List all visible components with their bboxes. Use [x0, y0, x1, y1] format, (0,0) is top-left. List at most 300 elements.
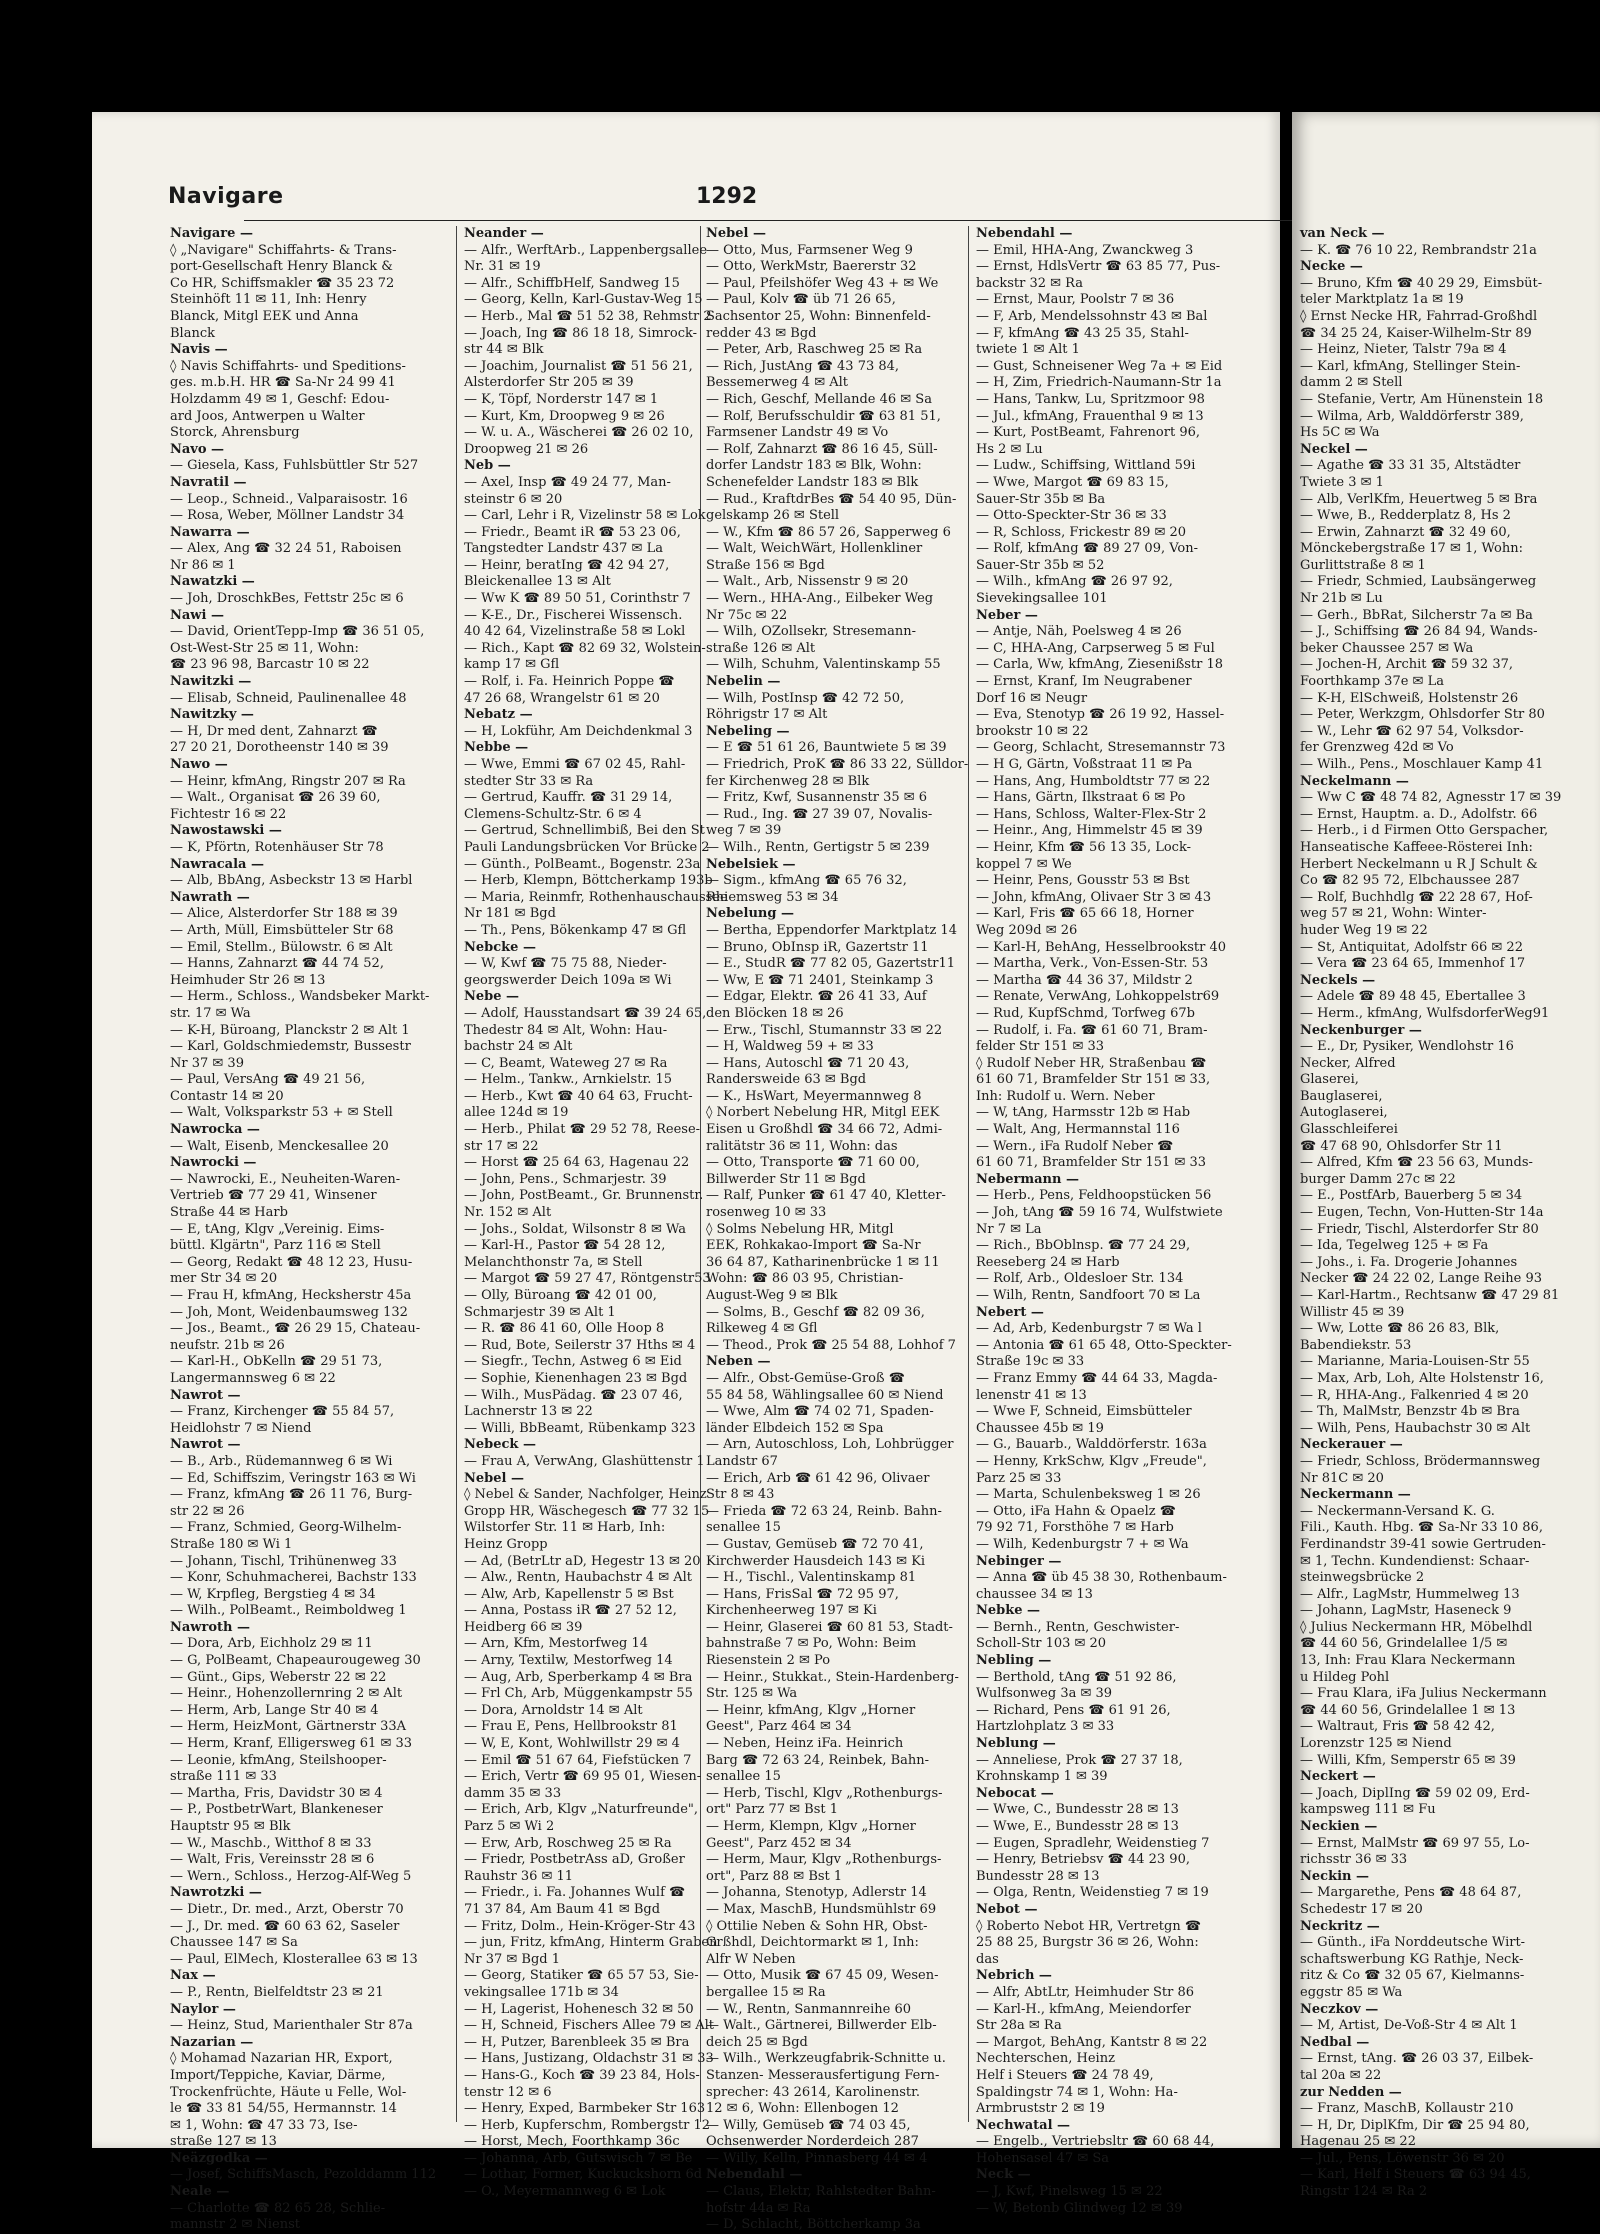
directory-line: ☎ 34 25 24, Kaiser-Wilhelm-Str 89 [1300, 325, 1532, 341]
directory-line: Nr. 31 ✉ 19 [464, 259, 541, 275]
directory-line: ◊ Solms Nebelung HR, Mitgl [706, 1221, 894, 1237]
directory-line: — Th., Pens, Bökenkamp 47 ✉ Gfl [464, 922, 687, 938]
directory-line: — Alex, Ang ☎ 32 24 51, Raboisen [170, 541, 402, 557]
directory-line: ◊ Roberto Nebot HR, Vertretgn ☎ [976, 1918, 1202, 1934]
directory-line: — St, Antiquitat, Adolfstr 66 ✉ 22 [1300, 939, 1523, 955]
directory-line: — Wilh., PolBeamt., Reimboldweg 1 [170, 1603, 407, 1619]
directory-line: Nebelsiek — [706, 856, 796, 872]
directory-line: Neäzgodka — [170, 2150, 268, 2166]
directory-line: dorfer Landstr 183 ✉ Blk, Wohn: [706, 458, 922, 474]
directory-line: — Otto, Musik ☎ 67 45 09, Wesen- [706, 1968, 939, 1984]
directory-line: — Emil, Stellm., Bülowstr. 6 ✉ Alt [170, 939, 393, 955]
directory-line: Navigare — [170, 226, 253, 241]
directory-line: — Herb, Klempn, Böttcherkamp 193b [464, 873, 713, 889]
directory-line: — Wwe, Alm ☎ 74 02 71, Spaden- [706, 1404, 934, 1420]
directory-line: — Heinr, Kfm ☎ 56 13 35, Lock- [976, 839, 1191, 855]
directory-line: — W. u. A., Wäscherei ☎ 26 02 10, [464, 425, 694, 441]
directory-line: 40 42 64, Vizelinstraße 58 ✉ Lokl [464, 624, 686, 640]
directory-line: Nebocat — [976, 1785, 1054, 1801]
directory-line: — H, Waldweg 59 + ✉ 33 [706, 1039, 874, 1055]
directory-line: — Johann, Tischl, Trihünenweg 33 [170, 1553, 397, 1569]
directory-line: — Emil, HHA-Ang, Zwanckweg 3 [976, 242, 1194, 258]
directory-line: — Hanns, Zahnarzt ☎ 44 74 52, [170, 956, 384, 972]
directory-line: Geest", Parz 464 ✉ 34 [706, 1719, 852, 1735]
directory-line: Hauptstr 95 ✉ Blk [170, 1819, 291, 1834]
directory-line: beker Chaussee 257 ✉ Wa [1300, 640, 1474, 656]
directory-line: — Ad, (BetrLtr aD, Hegestr 13 ✉ 20 [464, 1553, 701, 1569]
directory-line: — H., Tischl., Valentinskamp 81 [706, 1570, 917, 1586]
directory-line: — Arny, Textilw, Mestorfweg 14 [464, 1653, 673, 1669]
directory-line: — Antje, Näh, Poelsweg 4 ✉ 26 [976, 624, 1182, 640]
running-head: Navigare [168, 184, 284, 209]
directory-line: — Martha ☎ 44 36 37, Mildstr 2 [976, 972, 1193, 988]
directory-line: — Willi, BbBeamt, Rübenkamp 323 [464, 1420, 696, 1436]
directory-line: — E, tAng, Klgv „Vereinig. Eims- [170, 1221, 385, 1237]
directory-line: — Ernst, Hauptm. a. D., Adolfstr. 66 [1300, 806, 1538, 822]
directory-line: kampsweg 111 ✉ Fu [1300, 1802, 1436, 1818]
directory-line: — Frau A, VerwAng, Glashüttenstr 1 [464, 1453, 705, 1469]
directory-line: damm 35 ✉ 33 [464, 1785, 562, 1801]
directory-line: — Anneliese, Prok ☎ 27 37 18, [976, 1752, 1183, 1768]
directory-line: — Johanna, Stenotyp, Adlerstr 14 [706, 1885, 927, 1901]
directory-line: Gurlittstraße 8 ✉ 1 [1300, 557, 1426, 573]
directory-line: Nr 81C ✉ 20 [1300, 1470, 1384, 1486]
directory-line: — Th, MalMstr, Benzstr 4b ✉ Bra [1300, 1404, 1520, 1420]
directory-line: — Frau H, kfmAng, Hecksherstr 45a [170, 1288, 412, 1303]
directory-line: Nawarra — [170, 524, 250, 540]
directory-line: — K. ☎ 76 10 22, Rembrandstr 21a [1300, 242, 1537, 258]
directory-line: fer Grenzweg 42d ✉ Vo [1300, 740, 1454, 756]
directory-line: — Hans, Autoschl ☎ 71 20 43, [706, 1055, 910, 1071]
directory-line: — Anna, Postass iR ☎ 27 52 12, [464, 1603, 677, 1619]
directory-line: ◊ Julius Neckermann HR, Möbelhdl [1300, 1619, 1533, 1635]
directory-line: — Joach, Ing ☎ 86 18 18, Simrock- [464, 325, 698, 341]
directory-line: Hohensasel 47 ✉ Sa [976, 2150, 1110, 2166]
directory-line: — Ww, E ☎ 71 2401, Steinkamp 3 [706, 972, 934, 988]
directory-line: Steinhöft 11 ✉ 11, Inh: Henry [170, 292, 367, 308]
directory-line: Nechterschen, Heinz [976, 2051, 1115, 2067]
directory-line: Babendiekstr. 53 [1300, 1337, 1412, 1353]
directory-line: — Bernh., Rentn, Geschwister- [976, 1619, 1180, 1635]
directory-line: Alfr W Neben [706, 1951, 796, 1967]
directory-line: — Ernst, MalMstr ☎ 69 97 55, Lo- [1300, 1835, 1530, 1851]
directory-line: — K, Pförtn, Rotenhäuser Str 78 [170, 839, 384, 855]
directory-line: — Franz, Schmied, Georg-Wilhelm- [170, 1520, 402, 1536]
directory-line: — Herm, Arb, Lange Str 40 ✉ 4 [170, 1702, 379, 1718]
directory-line: — Günth., PolBeamt., Bogenstr. 23a [464, 856, 701, 872]
directory-line: — H, Schneid, Fischers Allee 79 ✉ Alt [464, 2018, 715, 2034]
directory-line: — D, Schlacht, Böttcherkamp 3a [706, 2217, 921, 2233]
directory-line: Barg ☎ 72 63 24, Reinbek, Bahn- [706, 1752, 930, 1768]
directory-line: — Kurt, Km, Droopweg 9 ✉ 26 [464, 408, 665, 424]
directory-line: Wulfsonweg 3a ✉ 39 [976, 1686, 1113, 1702]
directory-line: Blanck, Mitgl EEK und Anna [170, 308, 359, 324]
directory-line: — Eugen, Spradlehr, Weidenstieg 7 [976, 1835, 1210, 1851]
directory-line: port-Gesellschaft Henry Blanck & [170, 259, 393, 275]
directory-line: 55 84 58, Wählingsallee 60 ✉ Niend [706, 1387, 944, 1403]
directory-line: tal 20a ✉ 22 [1300, 2067, 1382, 2083]
directory-line: Rhiemsweg 53 ✉ 34 [706, 889, 839, 905]
directory-line: — Wilh, Rentn, Sandfoort 70 ✉ La [976, 1288, 1201, 1303]
directory-line: straße 111 ✉ 33 [170, 1769, 277, 1785]
directory-line: — Horst ☎ 25 64 63, Hagenau 22 [464, 1155, 690, 1171]
directory-line: straße 127 ✉ 13 [170, 2134, 277, 2150]
directory-line: Schenefelder Landstr 183 ✉ Blk [706, 474, 919, 490]
directory-line: deich 25 ✉ Bgd [706, 2034, 808, 2050]
directory-line: gelskamp 26 ✉ Stell [706, 508, 840, 524]
directory-line: Gropp HR, Wäschegesch ☎ 77 32 15 [464, 1503, 710, 1519]
directory-line: — Alb, BbAng, Asbeckstr 13 ✉ Harbl [170, 873, 413, 889]
directory-line: van Neck — [1300, 226, 1385, 241]
directory-line: — Marta, Schulenbeksweg 1 ✉ 26 [976, 1487, 1201, 1503]
directory-line: — Rud, KupfSchmd, Torfweg 67b [976, 1005, 1195, 1021]
directory-line: — Frau E, Pens, Hellbrookstr 81 [464, 1719, 678, 1735]
directory-line: — Erw., Tischl, Stumannstr 33 ✉ 22 [706, 1022, 943, 1038]
directory-line: Straße 156 ✉ Bgd [706, 557, 825, 573]
directory-line: Neblung — [976, 1736, 1056, 1752]
directory-line: Nebel — [464, 1470, 524, 1486]
directory-line: Nawrath — [170, 889, 250, 905]
directory-line: — Gertrud, Kauffr. ☎ 31 29 14, [464, 790, 673, 806]
directory-line: — Wilh, PostInsp ☎ 42 72 50, [706, 690, 905, 706]
directory-line: Nebbe — [464, 740, 529, 756]
directory-line: Neckien — [1300, 1819, 1378, 1834]
directory-line: ritz & Co ☎ 32 05 67, Kielmanns- [1300, 1968, 1525, 1984]
directory-line: Blanck [170, 325, 215, 341]
column-divider [968, 226, 969, 2122]
directory-line: — Jochen-H, Archit ☎ 59 32 37, [1300, 657, 1514, 673]
directory-line: Hanseatische Kaffeee-Rösterei Inh: [1300, 839, 1533, 855]
directory-line: — Walt., Organisat ☎ 26 39 60, [170, 790, 381, 806]
directory-line: Hs 5C ✉ Wa [1300, 425, 1380, 441]
directory-line: Stanzen- Messerausfertigung Fern- [706, 2067, 940, 2083]
directory-line: — Wwe, Margot ☎ 69 83 15, [976, 474, 1169, 490]
directory-line: — Frieda ☎ 72 63 24, Reinb. Bahn- [706, 1503, 942, 1519]
directory-line: — Ed, Schiffszim, Veringstr 163 ✉ Wi [170, 1470, 416, 1486]
directory-line: — Dietr., Dr. med., Arzt, Oberstr 70 [170, 1901, 404, 1917]
directory-line: Thedestr 84 ✉ Alt, Wohn: Hau- [464, 1022, 668, 1038]
directory-line: — Karl-H., kfmAng, Meiendorfer [976, 2001, 1191, 2017]
directory-line: ◊ Ernst Necke HR, Fahrrad-Großhdl [1300, 308, 1538, 324]
directory-line: Nawrot — [170, 1437, 241, 1453]
directory-line: — Agathe ☎ 33 31 35, Altstädter [1300, 458, 1521, 474]
directory-line: — Neckermann-Versand K. G. [1300, 1503, 1495, 1519]
directory-line: Nebelin — [706, 674, 781, 690]
directory-line: Straße 19c ✉ 33 [976, 1354, 1085, 1370]
directory-line: Nawatzki — [170, 574, 255, 590]
directory-line: Wohn: ☎ 86 03 95, Christian- [706, 1271, 904, 1287]
directory-line: Navratil — [170, 474, 247, 490]
directory-line: — Arn, Kfm, Mestorfweg 14 [464, 1636, 649, 1652]
directory-line: Farmsener Landstr 49 ✉ Vo [706, 425, 889, 441]
directory-line: Neckel — [1300, 441, 1368, 457]
directory-line: — Charlotte ☎ 82 65 28, Schlie- [170, 2200, 386, 2216]
directory-line: — Hans, Schloss, Walter-Flex-Str 2 [976, 806, 1207, 822]
directory-line: — H, Lokführ, Am Deichdenkmal 3 [464, 723, 693, 739]
directory-line: 27 20 21, Dorotheenstr 140 ✉ 39 [170, 740, 389, 756]
directory-line: — Olga, Rentn, Weidenstieg 7 ✉ 19 [976, 1885, 1209, 1901]
directory-line: Hagenau 25 ✉ 22 [1300, 2134, 1416, 2150]
directory-line: Necke — [1300, 259, 1363, 275]
directory-line: — M, Artist, De-Voß-Str 4 ✉ Alt 1 [1300, 2018, 1518, 2034]
directory-line: — Paul, Pfeilshöfer Weg 43 + ✉ We [706, 275, 939, 291]
directory-line: — Heinr, kfmAng, Klgv „Horner [706, 1702, 916, 1718]
directory-line: — Herm., kfmAng, WulfsdorferWeg91 [1300, 1005, 1550, 1021]
directory-line: Ferdinandstr 39-41 sowie Gertruden- [1300, 1536, 1546, 1552]
directory-line: 12 ✉ 6, Wohn: Ellenbogen 12 [706, 2101, 899, 2117]
directory-line: — Herm., Schloss., Wandsbeker Markt- [170, 989, 430, 1005]
directory-line: — Adolf, Hausstandsart ☎ 39 24 65, [464, 1005, 707, 1021]
directory-line: — Heinr., Ang, Himmelstr 45 ✉ 39 [976, 823, 1203, 839]
directory-line: — Sophie, Kienenhagen 23 ✉ Bgd [464, 1370, 688, 1386]
directory-line: Neckermann — [1300, 1487, 1411, 1503]
directory-line: str 22 ✉ 26 [170, 1503, 245, 1519]
directory-line: — Ww C ☎ 48 74 82, Agnesstr 17 ✉ 39 [1300, 790, 1562, 806]
directory-line: Straße 180 ✉ Wi 1 [170, 1536, 293, 1552]
directory-line: chaussee 34 ✉ 13 [976, 1586, 1093, 1602]
directory-line: Nebling — [976, 1653, 1052, 1669]
directory-line: — Herb., Mal ☎ 51 52 38, Rehmstr 2 [464, 308, 712, 324]
directory-line: Nebke — [976, 1603, 1041, 1619]
page-header [168, 180, 1248, 222]
directory-line: 36 64 87, Katharinenbrücke 1 ✉ 11 [706, 1254, 940, 1270]
directory-line: neufstr. 21b ✉ 26 [170, 1337, 285, 1353]
directory-line: — Henny, KrkSchw, Klgv „Freude", [976, 1453, 1207, 1469]
directory-line: den Blöcken 18 ✉ 26 [706, 1005, 844, 1021]
directory-line: Fili., Kauth. Hbg. ☎ Sa-Nr 33 10 86, [1300, 1520, 1543, 1536]
directory-line: zur Nedden — [1300, 2084, 1402, 2100]
directory-line: Scholl-Str 103 ✉ 20 [976, 1636, 1107, 1652]
directory-line: ✉ 1, Wohn: ☎ 47 33 73, Ise- [170, 2117, 358, 2133]
directory-line: — C, HHA-Ang, Carpserweg 5 ✉ Ful [976, 640, 1215, 656]
directory-line: Pauli Landungsbrücken Vor Brücke 2 [464, 839, 710, 855]
directory-line: — Gust, Schneisener Weg 7a + ✉ Eid [976, 358, 1223, 374]
directory-line: Neckelmann — [1300, 773, 1409, 789]
directory-line: Inh: Rudolf u. Wern. Neber [976, 1088, 1155, 1104]
directory-line: Heimhuder Str 26 ✉ 13 [170, 972, 326, 988]
directory-line: Nr 37 ✉ 39 [170, 1055, 244, 1071]
directory-line: — Wern., iFa Rudolf Neber ☎ [976, 1138, 1174, 1154]
directory-line: — Theod., Prok ☎ 25 54 88, Lohhof 7 [706, 1337, 956, 1353]
directory-line: — Alfr., LagMstr, Hummelweg 13 [1300, 1586, 1520, 1602]
directory-line: — Rud., KraftdrBes ☎ 54 40 95, Dün- [706, 491, 957, 507]
directory-line: Str 8 ✉ 43 [706, 1487, 775, 1503]
directory-line: — Martha, Verk., Von-Essen-Str. 53 [976, 956, 1209, 972]
directory-column-3 [706, 226, 969, 2233]
directory-line: — Olly, Büroang ☎ 42 01 00, [464, 1288, 657, 1303]
directory-line: ort", Parz 88 ✉ Bst 1 [706, 1868, 843, 1884]
directory-line: — Erw, Arb, Roschweg 25 ✉ Ra [464, 1835, 672, 1851]
directory-line: weg 7 ✉ 39 [706, 823, 782, 839]
directory-line: Nr 21b ✉ Lu [1300, 591, 1383, 607]
directory-page [92, 112, 1280, 2233]
directory-line: — Friedr., i. Fa. Johannes Wulf ☎ [464, 1885, 686, 1901]
directory-line: kamp 17 ✉ Gfl [464, 657, 560, 673]
directory-line: — Rolf, kfmAng ☎ 89 27 09, Von- [976, 541, 1199, 557]
directory-line: redder 43 ✉ Bgd [706, 325, 817, 341]
directory-line: Neckerauer — [1300, 1437, 1403, 1453]
directory-line: Dorf 16 ✉ Neugr [976, 690, 1088, 706]
directory-line: — B., Arb., Rüdemannweg 6 ✉ Wi [170, 1453, 393, 1469]
directory-line: — Vera ☎ 23 64 65, Immenhof 17 [1300, 956, 1526, 972]
directory-line: — Karl, kfmAng, Stellinger Stein- [1300, 358, 1521, 374]
directory-line: — Herb., Philat ☎ 29 52 78, Reese- [464, 1122, 701, 1138]
directory-line: — Arn, Autoschloss, Loh, Lohbrügger [706, 1437, 954, 1453]
directory-line: Neckenburger — [1300, 1022, 1422, 1038]
directory-line: — Alw., Rentn, Haubachstr 4 ✉ Alt [464, 1570, 693, 1586]
directory-line: ◊ Norbert Nebelung HR, Mitgl EEK [706, 1105, 940, 1121]
directory-line: steinstr 6 ✉ 20 [464, 491, 563, 507]
directory-line: — Herb, Kupferschm, Rombergstr 12 [464, 2117, 710, 2133]
directory-line: Nawitzki — [170, 674, 252, 690]
directory-line: — Ralf, Punker ☎ 61 47 40, Kletter- [706, 1188, 946, 1204]
directory-line: Nawrot — [170, 1387, 241, 1403]
directory-line: — Henry, Betriebsv ☎ 44 23 90, [976, 1852, 1190, 1868]
directory-line: — Heinz, Stud, Marienthaler Str 87a [170, 2018, 413, 2034]
directory-line: — Nawrocki, E., Neuheiten-Waren- [170, 1171, 401, 1187]
directory-line: Co HR, Schiffsmakler ☎ 35 23 72 [170, 275, 395, 291]
directory-line: — Solms, B., Geschf ☎ 82 09 36, [706, 1304, 925, 1320]
directory-line: teler Marktplatz 1a ✉ 19 [1300, 292, 1464, 308]
directory-line: — Johann, LagMstr, Haseneck 9 [1300, 1603, 1512, 1619]
directory-line: — Willi, Kfm, Semperstr 65 ✉ 39 [1300, 1752, 1516, 1768]
directory-line: senallee 15 [706, 1520, 781, 1536]
directory-line: — Ad, Arb, Kedenburgstr 7 ✉ Wa l [976, 1321, 1202, 1337]
directory-line: — Alfr., SchiffbHelf, Sandweg 15 [464, 275, 680, 291]
directory-line: — Alfr., Obst-Gemüse-Groß ☎ [706, 1370, 905, 1386]
directory-line: Nawrocka — [170, 1122, 260, 1138]
directory-line: — Marianne, Maria-Louisen-Str 55 [1300, 1354, 1530, 1370]
directory-line: Necker ☎ 24 22 02, Lange Reihe 93 [1300, 1271, 1543, 1287]
directory-line: Nr 181 ✉ Bgd [464, 906, 556, 922]
directory-line: — Rolf, Berufsschuldir ☎ 63 81 51, [706, 408, 941, 424]
directory-line: — K., HsWart, Meyermannweg 8 [706, 1088, 922, 1104]
directory-line: — Claus, Elektr, Rahlstedter Bahn- [706, 2184, 936, 2200]
directory-line: Nawracala — [170, 856, 264, 872]
directory-line: — O., Meyermannweg 6 ✉ Lok [464, 2184, 666, 2200]
directory-line: Heinz Gropp [464, 1536, 548, 1552]
directory-line: Nebendahl — [706, 2167, 803, 2183]
directory-line: Naylor — [170, 2001, 236, 2017]
directory-line: ◊ Navis Schiffahrts- und Speditions- [170, 358, 406, 374]
directory-line: Navo — [170, 441, 225, 457]
directory-line: — Karl, Fris ☎ 65 66 18, Horner [976, 906, 1194, 922]
directory-line: — Engelb., Vertriebsltr ☎ 60 68 44, [976, 2134, 1215, 2150]
directory-line: — Wilma, Arb, Walddörferstr 389, [1300, 408, 1524, 424]
directory-column-1 [170, 226, 437, 2233]
directory-line: — Friedr, Tischl, Alsterdorfer Str 80 [1300, 1221, 1539, 1237]
directory-line: — Siegfr., Techn, Astweg 6 ✉ Eid [464, 1354, 682, 1370]
directory-line: Neckin — [1300, 1868, 1369, 1884]
directory-line: — Margot ☎ 59 27 47, Röntgenstr53 [464, 1271, 711, 1287]
directory-line: 71 37 84, Am Baum 41 ✉ Bgd [464, 1901, 661, 1917]
directory-line: — K-H, ElSchweiß, Holstenstr 26 [1300, 690, 1519, 706]
directory-line: — Waltraut, Fris ☎ 58 42 42, [1300, 1719, 1495, 1735]
directory-line: — Max, MaschB, Hundsmühlstr 69 [706, 1901, 937, 1917]
directory-line: Nebinger — [976, 1553, 1062, 1569]
directory-line: — Jul., Pens, Löwenstr 36 ✉ 20 [1300, 2150, 1505, 2166]
directory-line: — Friedr, Schloss, Brödermannsweg [1300, 1453, 1541, 1469]
directory-line: — H, Zim, Friedrich-Naumann-Str 1a [976, 375, 1222, 391]
directory-line: eggstr 85 ✉ Wa [1300, 1984, 1403, 2000]
directory-line: — Erich, Vertr ☎ 69 95 01, Wiesen- [464, 1769, 702, 1785]
directory-line: — Herb., Kwt ☎ 40 64 63, Frucht- [464, 1088, 693, 1104]
directory-line: — Wilh., MusPädag. ☎ 23 07 46, [464, 1387, 683, 1403]
directory-line: Ringstr 124 ✉ Ra 2 [1300, 2184, 1428, 2200]
directory-line: — W, Kwf ☎ 75 75 88, Nieder- [464, 956, 667, 972]
directory-line: ralitätstr 36 ✉ 11, Wohn: das [706, 1138, 898, 1154]
directory-line: Str 28a ✉ Ra [976, 2018, 1062, 2034]
directory-line: — Friedr, Schmied, Laubsängerweg [1300, 574, 1537, 590]
directory-line: — Ida, Tegelweg 125 + ✉ Fa [1300, 1238, 1489, 1254]
directory-line: — Rich., Kapt ☎ 82 69 32, Wolstein- [464, 640, 706, 656]
directory-line: twiete 1 ✉ Alt 1 [976, 342, 1080, 358]
directory-line: — Hans, FrisSal ☎ 72 95 97, [706, 1586, 899, 1602]
directory-line: das [976, 1951, 999, 1967]
directory-line: — W., Kfm ☎ 86 57 26, Sapperweg 6 [706, 524, 951, 540]
directory-line: — Aug, Arb, Sperberkamp 4 ✉ Bra [464, 1669, 693, 1685]
directory-line: Necker, Alfred [1300, 1055, 1396, 1071]
directory-line: Ochsenwerder Norderdeich 287 [706, 2134, 919, 2150]
directory-line: — Rolf, i. Fa. Heinrich Poppe ☎ [464, 674, 675, 690]
directory-line: — Heinr., Hohenzollernring 2 ✉ Alt [170, 1686, 403, 1702]
directory-line: Rauhstr 36 ✉ 11 [464, 1868, 574, 1884]
directory-line: — Otto, WerkMstr, Baererstr 32 [706, 259, 917, 275]
directory-line: — Alice, Alsterdorfer Str 188 ✉ 39 [170, 906, 398, 922]
directory-line: — E ☎ 51 61 26, Bauntwiete 5 ✉ 39 [706, 740, 947, 756]
directory-line: — P., PostbetrWart, Blankeneser [170, 1802, 383, 1818]
directory-line: Bleickenallee 13 ✉ Alt [464, 574, 611, 590]
directory-line: Straße 44 ✉ Harb [170, 1205, 288, 1221]
directory-line: — Johs., i. Fa. Drogerie Johannes [1300, 1254, 1518, 1270]
directory-line: Parz 25 ✉ 33 [976, 1470, 1062, 1486]
directory-line: fer Kirchenweg 28 ✉ Blk [706, 773, 870, 789]
directory-line: Röhrigstr 17 ✉ Alt [706, 707, 828, 723]
directory-line: — G, PolBeamt, Chapeaurougeweg 30 [170, 1653, 421, 1669]
directory-line: Nazarian — [170, 2034, 254, 2050]
directory-line: ◊ Mohamad Nazarian HR, Export, [170, 2051, 393, 2067]
directory-line: Geest", Parz 452 ✉ 34 [706, 1835, 852, 1851]
directory-column-5 [1300, 226, 1596, 2200]
directory-line: Willistr 45 ✉ 39 [1300, 1304, 1405, 1320]
directory-line: — Stefanie, Vertr, Am Hünenstein 18 [1300, 391, 1544, 407]
directory-line: — Horst, Mech, Foorthkamp 36c [464, 2134, 680, 2150]
directory-line: — H, Putzer, Barenbleek 35 ✉ Bra [464, 2034, 690, 2050]
directory-line: Glasschleiferei [1300, 1122, 1398, 1138]
directory-line: länder Elbdeich 152 ✉ Spa [706, 1420, 884, 1436]
directory-line: — Heinr, Glaserei ☎ 60 81 53, Stadt- [706, 1619, 953, 1635]
directory-line: Kirchwerder Hausdeich 143 ✉ Ki [706, 1553, 926, 1569]
directory-line: str. 17 ✉ Wa [170, 1005, 251, 1021]
directory-line: Bessemerweg 4 ✉ Alt [706, 375, 848, 391]
directory-line: huder Weg 19 ✉ 22 [1300, 922, 1428, 938]
directory-line: Neb — [464, 458, 511, 474]
directory-line: Nebrich — [976, 1968, 1052, 1984]
directory-line: — Herb., i d Firmen Otto Gerspacher, [1300, 823, 1549, 839]
directory-line: — Friedrich, ProK ☎ 86 33 22, Sülldor- [706, 757, 969, 772]
directory-line: — Erich, Arb ☎ 61 42 96, Olivaer [706, 1470, 930, 1486]
directory-line: Heidberg 66 ✉ 39 [464, 1619, 583, 1635]
directory-line: Foorthkamp 37e ✉ La [1300, 674, 1444, 690]
directory-line: — Wilh, OZollsekr, Stresemann- [706, 624, 916, 640]
directory-line: Clemens-Schultz-Str. 6 ✉ 4 [464, 806, 642, 822]
directory-line: 47 26 68, Wrangelstr 61 ✉ 20 [464, 690, 660, 706]
directory-line: Nebe — [464, 989, 520, 1005]
directory-line: — Jul., kfmAng, Frauenthal 9 ✉ 13 [976, 408, 1204, 424]
directory-line: — Walt., Gärtnerei, Billwerder Elb- [706, 2018, 937, 2034]
directory-line: ◊ Ottilie Neben & Sohn HR, Obst- [706, 1918, 928, 1934]
directory-line: — Rosa, Weber, Möllner Landstr 34 [170, 508, 405, 524]
